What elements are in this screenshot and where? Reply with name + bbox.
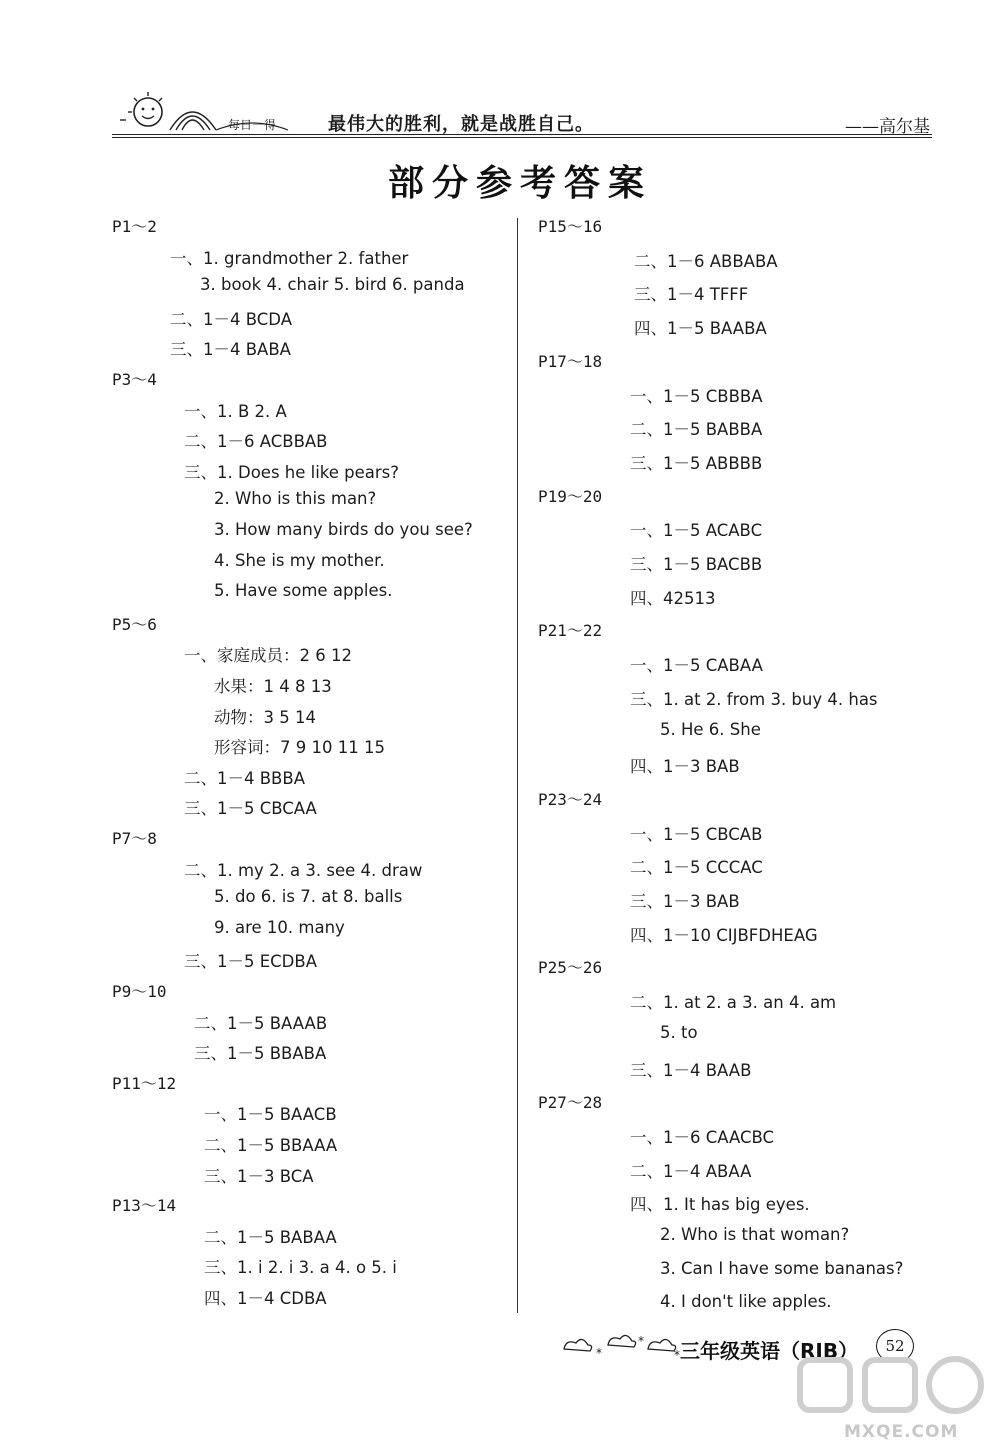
answer-line: 三、1－4 BAAB	[630, 1060, 752, 1080]
answer-line: 4. I don't like apples.	[660, 1292, 832, 1312]
answer-line: 三、1－3 BAB	[630, 892, 740, 911]
answer-line: 5. to	[660, 1022, 698, 1042]
answer-line: 三、1－5 ABBBB	[630, 453, 763, 473]
svg-text:*: *	[638, 1334, 644, 1348]
watermark-logo-icon	[790, 1340, 995, 1420]
answer-line: 二、1－6 ABBABA	[634, 251, 778, 271]
answer-line: 二、1－4 BCDA	[170, 309, 292, 329]
answer-line: 四、1－5 BAABA	[634, 319, 767, 339]
section-heading: P13～14	[112, 1196, 177, 1216]
answer-line: 二、1－5 BABAA	[204, 1227, 337, 1247]
answer-line: 四、1－3 BAB	[630, 757, 740, 777]
cloud-stars-icon	[560, 1331, 680, 1361]
answer-line: 二、1. at 2. a 3. an 4. am	[630, 993, 837, 1013]
header-author: ——高尔基	[845, 117, 930, 137]
answer-line: 一、1－6 CAACBC	[630, 1127, 775, 1147]
answer-line: 动物：3 5 14	[214, 707, 316, 727]
section-heading: P17～18	[538, 351, 603, 371]
answer-line: 三、1－5 BBABA	[194, 1044, 327, 1064]
answer-line: 2. Who is that woman?	[660, 1225, 850, 1244]
answer-line: 一、1－5 CBBBA	[630, 386, 763, 406]
section-heading: P5～6	[112, 614, 157, 634]
answer-line: 四、1－4 CDBA	[204, 1289, 327, 1308]
answer-line: 三、1－5 BACBB	[630, 555, 763, 574]
answer-line: 5. Have some apples.	[214, 581, 393, 601]
answer-line: 4. She is my mother.	[214, 550, 385, 570]
answer-line: 三、1－5 ECDBA	[184, 952, 317, 972]
answer-line: 三、1－4 TFFF	[634, 285, 749, 305]
section-heading: P15～16	[538, 217, 603, 236]
answer-line: 5. He 6. She	[660, 719, 761, 739]
section-heading: P19～20	[538, 486, 603, 506]
answer-line: 三、1－5 CBCAA	[184, 799, 317, 819]
section-heading: P11～12	[112, 1073, 177, 1093]
column-divider	[517, 218, 518, 1313]
section-heading: P1～2	[112, 217, 157, 236]
answer-line: 三、1－3 BCA	[204, 1166, 314, 1186]
footer-book-title: 三年级英语（RJB）	[680, 1339, 859, 1363]
answer-line: 一、家庭成员：2 6 12	[184, 646, 352, 666]
answer-line: 二、1. my 2. a 3. see 4. draw	[184, 860, 423, 880]
answer-line: 二、1－5 BBAAA	[204, 1136, 338, 1155]
page-number: 52	[876, 1329, 914, 1363]
answer-line: 水果：1 4 8 13	[214, 677, 332, 696]
answer-line: 一、1－5 CABAA	[630, 656, 763, 676]
section-heading: P23～24	[538, 789, 603, 809]
section-heading: P7～8	[112, 829, 157, 848]
answer-line: 5. do 6. is 7. at 8. balls	[214, 887, 403, 907]
answer-line: 三、1. i 2. i 3. a 4. o 5. i	[204, 1258, 397, 1278]
svg-text:*: *	[674, 1348, 680, 1361]
answer-line: 二、1－5 BAAAB	[194, 1013, 328, 1033]
header-quote: 最伟大的胜利，就是战胜自己。	[328, 114, 594, 135]
watermark-text: MXQE.COM	[844, 1422, 959, 1442]
answer-line: 三、1. Does he like pears?	[184, 462, 400, 482]
answer-line: 四、42513	[630, 588, 716, 608]
page-title: 部分参考答案	[387, 163, 652, 204]
section-heading: P25～26	[538, 958, 603, 978]
header-tag: 每日一得	[228, 118, 277, 132]
svg-text:*: *	[596, 1346, 602, 1360]
sun-rainbow-icon	[112, 90, 312, 134]
answer-line: 3. Can I have some bananas?	[660, 1258, 904, 1278]
answer-line: 一、1. grandmother 2. father	[170, 248, 409, 268]
site-watermark	[790, 1340, 995, 1450]
answer-line: 二、1－5 CCCAC	[630, 858, 763, 878]
answer-line: 二、1－5 BABBA	[630, 420, 763, 440]
answer-line: 一、1. B 2. A	[184, 401, 287, 421]
answer-line: 四、1－10 CIJBFDHEAG	[630, 925, 818, 945]
answer-line: 三、1. at 2. from 3. buy 4. has	[630, 689, 878, 709]
answer-line: 三、1－4 BABA	[170, 340, 291, 360]
answer-line: 二、1－4 BBBA	[184, 768, 305, 788]
answer-line: 9. are 10. many	[214, 917, 345, 937]
section-heading: P9～10	[112, 982, 167, 1001]
answer-line: 一、1－5 ACABC	[630, 521, 763, 541]
answer-line: 形容词：7 9 10 11 15	[214, 738, 385, 758]
answer-line: 3. How many birds do you see?	[214, 520, 473, 539]
answer-line: 3. book 4. chair 5. bird 6. panda	[200, 275, 465, 295]
answer-line: 四、1. It has big eyes.	[630, 1195, 810, 1215]
answer-line: 一、1－5 BAACB	[204, 1105, 337, 1125]
answer-line: 一、1－5 CBCAB	[630, 824, 763, 844]
answer-line: 2. Who is this man?	[214, 489, 377, 509]
section-heading: P27～28	[538, 1093, 603, 1113]
answer-line: 二、1－4 ABAA	[630, 1161, 752, 1181]
header-rule	[112, 134, 932, 138]
section-heading: P3～4	[112, 370, 157, 389]
section-heading: P21～22	[538, 621, 603, 641]
answer-line: 二、1－6 ACBBAB	[184, 432, 328, 452]
page-header	[112, 90, 932, 140]
